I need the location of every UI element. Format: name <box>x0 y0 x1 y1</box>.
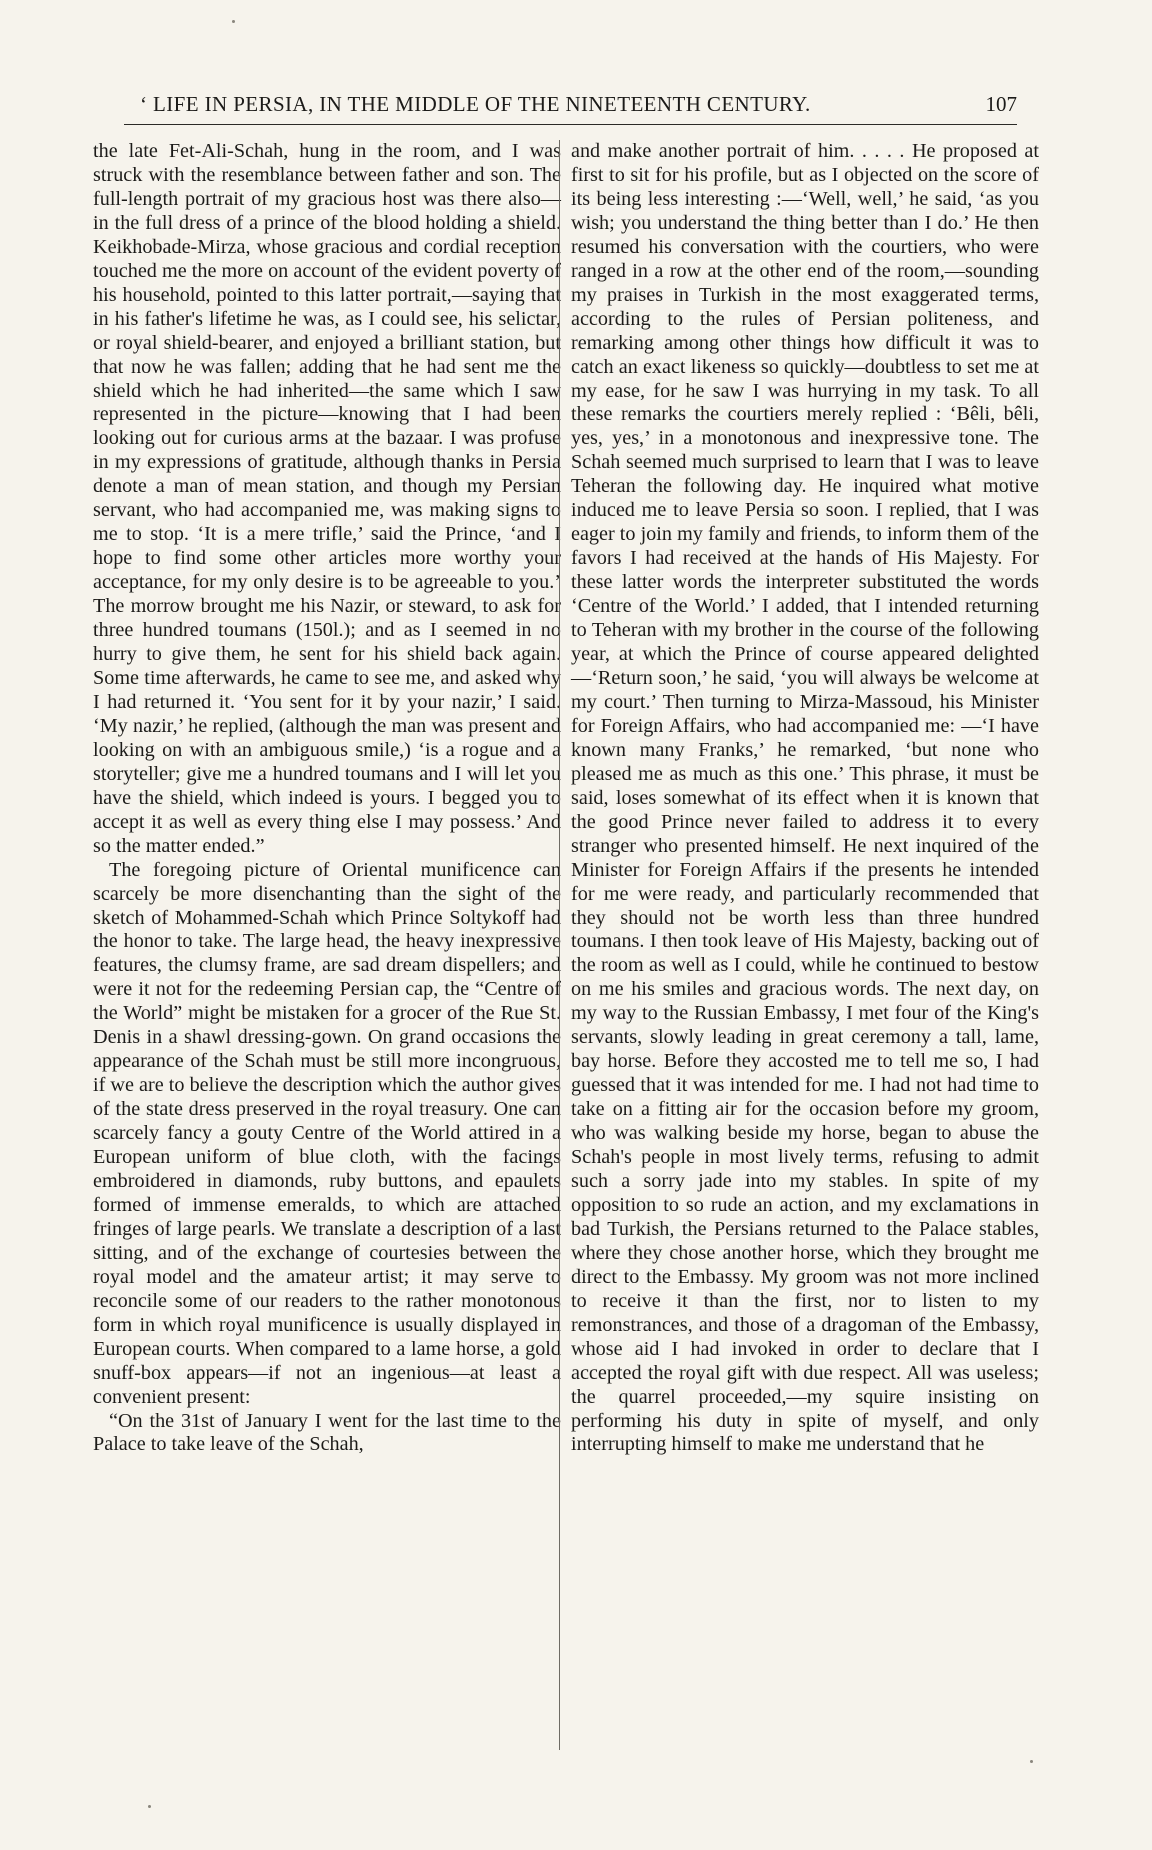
paper-speck <box>148 1805 151 1808</box>
right-paragraph-1: and make another portrait of him. . . . . He proposed at first to sit for his profile, but as I objected on the score of its being less interesting :—‘Well, well,’ he said, ‘as you wish; you understand the thing better than I do.’ He then resumed his conversation with the courtiers, who were ranged in a row at the other end of the room,—sounding my praises in Turkish in the most exaggerated terms, according to the rules of Persian politeness, and remarking among other things how difficult it was to catch an exact likeness so quickly—doubtless to set me at my ease, for he saw I was hurrying in my task. To all these remarks the courtiers merely replied : ‘Bêli, bêli, yes, yes,’ in a monotonous and inexpressive tone. The Schah seemed much surprised to learn that I was to leave Teheran the following day. He inquired what motive induced me to leave Persia so soon. I replied, that I was eager to join my family and friends, to inform them of the favors I had received at the hands of His Majesty. For these latter words the interpreter substituted the words ‘Centre of the World.’ I added, that I intended returning to Teheran with my brother in the course of the following year, at which the Prince of course appeared delighted—‘Return soon,’ he said, ‘you will always be welcome at my court.’ Then turning to Mirza-Massoud, his Minister for Foreign Affairs, who had accompanied me: —‘I have known many Franks,’ he remarked, ‘but none who pleased me as much as this one.’ This phrase, it must be said, loses somewhat of its effect when it is known that the good Prince never failed to address it to every stranger who presented himself. He next inquired of the Minister for Foreign Affairs if the presents he intended for me were ready, and particularly recommended that they should not be worth less than three hundred toumans. I then took leave of His Majesty, backing out of the room as well as I could, while he continued to bestow on me his smiles and gracious words. The next day, on my way to the Russian Embassy, I met four of the King's servants, slowly leading in great ceremony a tall, lame, bay horse. Before they accosted me to tell me so, I had guessed that it was intended for me. I had not had time to take on a fitting air for the occasion before my groom, who was walking beside my horse, began to abuse the Schah's people in most lively terms, refusing to admit such a sorry jade into my stables. In spite of my opposition to so rude an action, and my exclamations in bad Turkish, the Persians returned to the Palace stables, where they chose another horse, which they brought me direct to the Embassy. My groom was not more inclined to receive it than the first, nor to listen to my remonstrances, and those of a dragoman of the Embassy, whose aid I had invoked in order to declare that I accepted the royal gift with due respect. All was useless; the quarrel proceeded,—my squire insisting on performing his duty in spite of myself, and only interrupting himself to make me understand that he <box>571 140 1039 1456</box>
left-paragraph-3: “On the 31st of January I went for the last time to the Palace to take leave of the Schah, <box>93 1409 561 1456</box>
paper-speck <box>232 20 235 23</box>
left-paragraph-2: The foregoing picture of Oriental munificence can scarcely be more disenchanting than the sight of the sketch of Mohammed-Schah which Prince Soltykoff had the honor to take. The large head, the heavy inexpressive features, the clumsy frame, are sad dream dispellers; and were it not for the redeeming Persian cap, the “Centre of the World” might be mistaken for a grocer of the Rue St. Denis in a shawl dressing-gown. On grand occasions the appearance of the Schah must be still more incongruous, if we are to believe the description which the author gives of the state dress preserved in the royal treasury. One can scarcely fancy a gouty Centre of the World attired in a European uniform of blue cloth, with the facings embroidered in diamonds, ruby buttons, and epaulets formed of immense emeralds, to which are attached fringes of large pearls. We translate a description of a last sitting, and of the exchange of courtesies between the royal model and the amateur artist; it may serve to reconcile some of our readers to the rather monotonous form in which royal munificence is usually displayed in European courts. When compared to a lame horse, a gold snuff-box appears—if not an ingenious—at least a convenient present: <box>93 858 561 1408</box>
right-column <box>571 140 1039 1457</box>
left-column <box>93 140 561 1457</box>
running-header <box>82 88 1017 118</box>
header-rule <box>124 124 1017 125</box>
page-number: 107 <box>985 92 1017 116</box>
left-paragraph-1: the late Fet-Ali-Schah, hung in the room, and I was struck with the resemblance between father and son. The full-length portrait of my gracious host was there also—in the full dress of a prince of the blood holding a shield. Keikhobade-Mirza, whose gracious and cordial reception touched me the more on account of the evident poverty of his household, pointed to this latter portrait,—saying that in his father's lifetime he was, as I could see, his selictar, or royal shield-bearer, and enjoyed a brilliant station, but that now he was fallen; adding that he had sent me the shield which he had inherited—the same which I saw represented in the picture—knowing that I had been looking out for curious arms at the bazaar. I was profuse in my expressions of gratitude, although thanks in Persia denote a man of mean station, and though my Persian servant, who had accompanied me, was making signs to me to stop. ‘It is a mere trifle,’ said the Prince, ‘and I hope to find some other articles more worthy your acceptance, for my only desire is to be agreeable to you.’ The morrow brought me his Nazir, or steward, to ask for three hundred toumans (150l.); and as I seemed in no hurry to give them, he sent for his shield back again. Some time afterwards, he came to see me, and asked why I had returned it. ‘You sent for it by your nazir,’ I said. ‘My nazir,’ he replied, (although the man was present and looking on with an ambiguous smile,) ‘is a rogue and a storyteller; give me a hundred toumans and I will let you have the shield, which indeed is yours. I begged you to accept it as well as every thing else I may possess.’ And so the matter ended.” <box>93 140 561 857</box>
paper-speck <box>1030 1760 1033 1763</box>
running-title: ‘ LIFE IN PERSIA, IN THE MIDDLE OF THE NINETEENTH CENTURY. <box>140 92 811 116</box>
column-divider <box>559 140 560 1750</box>
